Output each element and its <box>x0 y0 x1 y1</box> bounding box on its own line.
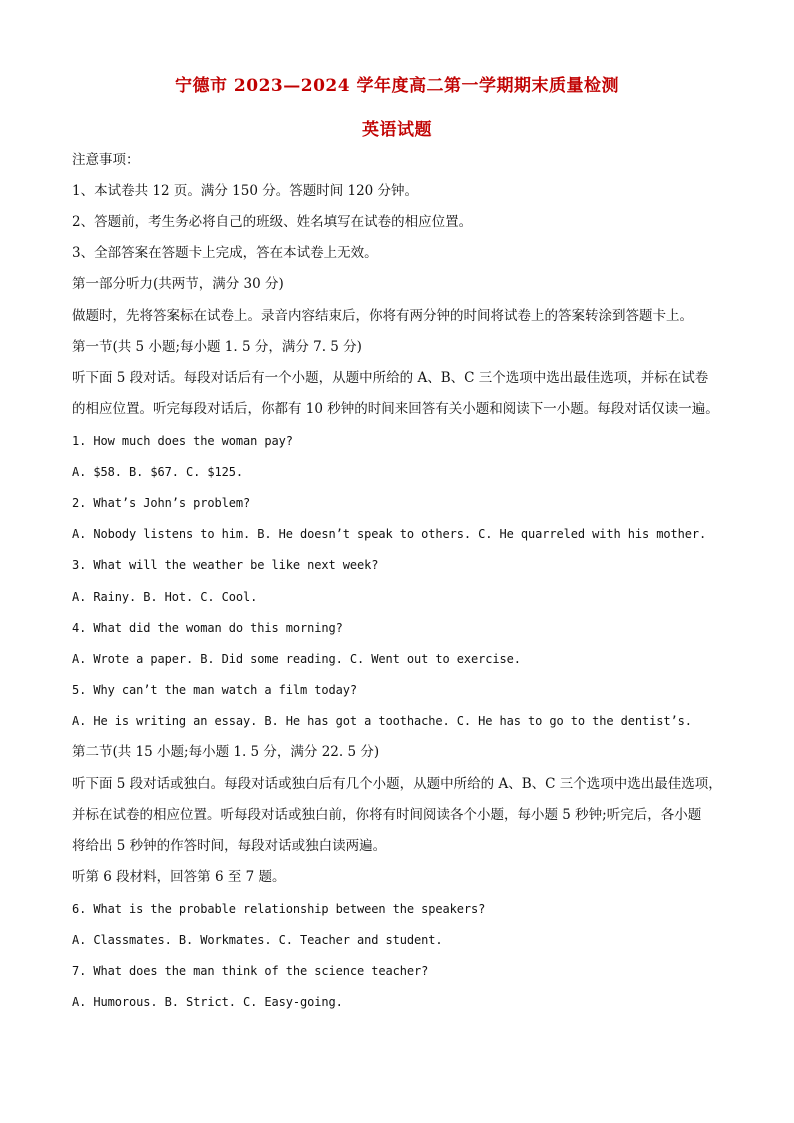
section2-instruction: 将给出 5 秒钟的作答时间，每段对话或独白读两遍。 <box>72 838 387 854</box>
section1-heading: 第一节(共 5 小题;每小题 1. 5 分，满分 7. 5 分) <box>72 339 362 355</box>
question-options: A. Classmates. B. Workmates. C. Teacher and student. <box>72 933 443 947</box>
exam-title: 宁德市 2023—2024 学年度高二第一学期期末质量检测 <box>175 76 619 96</box>
question-text: 4. What did the woman do this morning? <box>72 621 343 635</box>
question-options: A. Rainy. B. Hot. C. Cool. <box>72 590 258 604</box>
question-options: A. He is writing an essay. B. He has got a toothache. C. He has to go to the dentist’s. <box>72 714 692 728</box>
section1-instruction: 的相应位置。听完每段对话后，你都有 10 秒钟的时间来回答有关小题和阅读下一小题。每段对话仅读一遍。 <box>72 401 719 417</box>
part1-instruction: 做题时，先将答案标在试卷上。录音内容结束后，你将有两分钟的时间将试卷上的答案转涂到答题卡上。 <box>72 308 693 324</box>
question-text: 3. What will the weather be like next week? <box>72 558 379 572</box>
material-note: 听第 6 段材料，回答第 6 至 7 题。 <box>72 869 286 885</box>
section2-heading: 第二节(共 15 小题;每小题 1. 5 分，满分 22. 5 分) <box>72 744 380 760</box>
notes-heading: 注意事项： <box>72 152 140 168</box>
section2-instruction: 听下面 5 段对话或独白。每段对话或独白后有几个小题，从题中所给的 A、B、C 三个选项中选出最佳选项， <box>72 776 722 792</box>
part1-heading: 第一部分听力(共两节，满分 30 分) <box>72 276 284 292</box>
question-text: 7. What does the man think of the science teacher? <box>72 964 429 978</box>
note-item: 2、答题前，考生务必将自己的班级、姓名填写在试卷的相应位置。 <box>72 214 473 230</box>
section1-instruction: 听下面 5 段对话。每段对话后有一个小题，从题中所给的 A、B、C 三个选项中选出最佳选项，并标在试卷 <box>72 370 709 386</box>
question-options: A. Humorous. B. Strict. C. Easy-going. <box>72 995 343 1009</box>
question-text: 1. How much does the woman pay? <box>72 434 293 448</box>
note-item: 3、全部答案在答题卡上完成，答在本试卷上无效。 <box>72 245 378 261</box>
note-item: 1、本试卷共 12 页。满分 150 分。答题时间 120 分钟。 <box>72 183 419 199</box>
section2-instruction: 并标在试卷的相应位置。听每段对话或独白前，你将有时间阅读各个小题，每小题 5 秒钟;听完后，各小题 <box>72 807 702 823</box>
question-options: A. Nobody listens to him. B. He doesn’t speak to others. C. He quarreled with his mother. <box>72 527 707 541</box>
question-text: 2. What’s John’s problem? <box>72 496 251 510</box>
exam-subtitle: 英语试题 <box>362 120 432 140</box>
question-text: 5. Why can’t the man watch a film today? <box>72 683 357 697</box>
question-options: A. Wrote a paper. B. Did some reading. C. Went out to exercise. <box>72 652 521 666</box>
question-options: A. $58. B. $67. C. $125. <box>72 465 243 479</box>
question-text: 6. What is the probable relationship between the speakers? <box>72 902 486 916</box>
